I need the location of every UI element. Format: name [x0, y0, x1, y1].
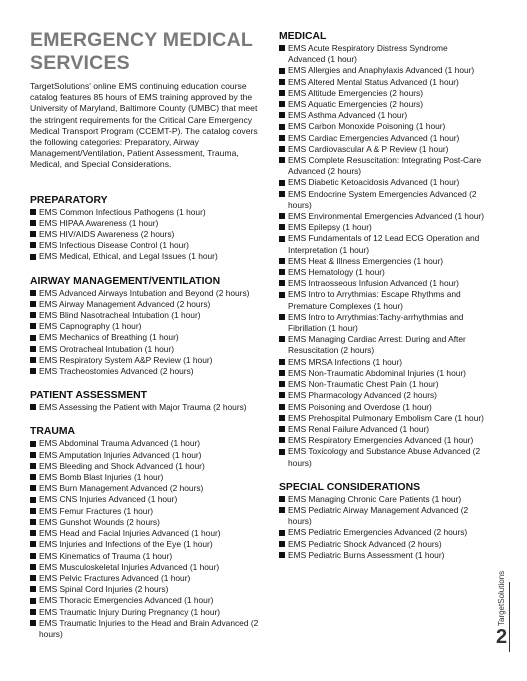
course-item-text: EMS Injuries and Infections of the Eye (1 hour) — [39, 539, 213, 550]
right-column — [279, 0, 485, 561]
bullet-square-icon — [30, 357, 36, 363]
course-item — [30, 240, 262, 251]
intro-paragraph: TargetSolutions' online EMS continuing education course catalog features 85 hours of EMS training approved by the University of Maryland, Baltimore County (UMBC) that meet the stringent requirements for the Critical Care Emergency Medical Transport Program (CCEMT-P). The catalog covers the following categories: Preparatory, Airway Management/Ventilation, Patient Assessment, Trauma, Medical, and Special Considerations. — [30, 81, 258, 170]
course-item-text: EMS Traumatic Injuries to the Head and Brain Advanced (2 hours) — [39, 617, 259, 639]
course-item — [30, 218, 262, 229]
bullet-square-icon — [30, 541, 36, 547]
bullet-square-icon — [279, 552, 285, 558]
course-item-text: EMS Acute Respiratory Distress Syndrome Advanced (1 hour) — [288, 43, 448, 65]
bullet-square-icon — [30, 231, 36, 237]
bullet-square-icon — [279, 381, 285, 387]
section-heading: AIRWAY MANAGEMENT/VENTILATION — [30, 275, 221, 287]
bullet-square-icon — [279, 359, 285, 365]
course-list — [30, 288, 262, 378]
course-item-text: EMS Toxicology and Substance Abuse Advanced (2 hours) — [288, 446, 481, 468]
course-item-text: EMS Managing Cardiac Arrest: During and After Resuscitation (2 hours) — [288, 334, 466, 356]
course-item — [30, 551, 262, 562]
bullet-square-icon — [279, 541, 285, 547]
bullet-square-icon — [30, 312, 36, 318]
course-item — [30, 584, 262, 595]
course-item-text: EMS Burn Management Advanced (2 hours) — [39, 483, 204, 494]
course-item-text: EMS Endocrine System Emergencies Advanced (2 hours) — [288, 188, 477, 210]
course-item-text: EMS Hematology (1 hour) — [288, 267, 385, 278]
course-item — [30, 461, 262, 472]
course-item-text: EMS Complete Resuscitation: Integrating Post-Care Advanced (2 hours) — [288, 155, 482, 177]
bullet-square-icon — [279, 449, 285, 455]
bullet-square-icon — [30, 242, 36, 248]
section-heading: SPECIAL CONSIDERATIONS — [279, 481, 421, 493]
course-item-text: EMS Aquatic Emergencies (2 hours) — [288, 99, 423, 110]
course-item — [30, 332, 262, 343]
course-item-text: EMS Cardiovascular A & P Review (1 hour) — [288, 143, 449, 154]
course-item-text: EMS Respiratory Emergencies Advanced (1 hour) — [288, 435, 474, 446]
course-item — [30, 299, 262, 310]
bullet-square-icon — [279, 269, 285, 275]
section — [30, 194, 262, 263]
course-item — [279, 177, 485, 188]
course-item — [279, 133, 485, 144]
course-item — [279, 550, 485, 561]
course-item-text: EMS Tracheostomies Advanced (2 hours) — [39, 366, 194, 377]
course-item-text: EMS Heat & Illness Emergencies (1 hour) — [288, 255, 443, 266]
course-item-text: EMS Intro to Arrythmias:Tachy-arrhythmias and Fibrillation (1 hour) — [288, 311, 464, 334]
bullet-square-icon — [30, 598, 36, 604]
bullet-square-icon — [30, 368, 36, 374]
course-item-text: EMS Carbon Monoxide Poisoning (1 hour) — [288, 121, 446, 132]
course-item — [279, 494, 485, 505]
course-item — [279, 189, 485, 211]
course-item-text: EMS Thoracic Emergencies Advanced (1 hour) — [39, 595, 214, 606]
bullet-square-icon — [30, 220, 36, 226]
course-list — [279, 494, 485, 561]
course-item — [279, 446, 485, 468]
course-item — [30, 344, 262, 355]
course-item — [279, 211, 485, 222]
bullet-square-icon — [279, 180, 285, 186]
course-item — [279, 505, 485, 527]
bullet-square-icon — [279, 157, 285, 163]
bullet-square-icon — [279, 292, 285, 298]
course-item-text: EMS Prehospital Pulmonary Embolism Care (1 hour) — [288, 412, 484, 423]
bullet-square-icon — [30, 609, 36, 615]
course-item — [30, 207, 262, 218]
course-item — [279, 539, 485, 550]
course-item — [279, 222, 485, 233]
course-item-text: EMS Gunshot Wounds (2 hours) — [39, 516, 160, 527]
course-item — [30, 251, 262, 262]
course-item — [30, 573, 262, 584]
course-item — [279, 121, 485, 132]
course-item-text: EMS HIV/AIDS Awareness (2 hours) — [39, 229, 175, 240]
course-item-text: EMS Non-Traumatic Abdominal Injuries (1 hour) — [288, 367, 466, 378]
bullet-square-icon — [30, 508, 36, 514]
course-item — [30, 562, 262, 573]
course-item — [30, 528, 262, 539]
section — [30, 425, 262, 640]
course-item-text: EMS Musculoskeletal Injuries Advanced (1 hour) — [39, 561, 220, 572]
bullet-square-icon — [279, 507, 285, 513]
bullet-square-icon — [279, 79, 285, 85]
course-item-text: EMS HIPAA Awareness (1 hour) — [39, 217, 159, 228]
page-title-line2: SERVICES — [30, 52, 130, 74]
course-item — [30, 483, 262, 494]
course-item-text: EMS Allergies and Anaphylaxis Advanced (1 hour) — [288, 65, 475, 76]
course-item — [279, 155, 485, 177]
course-item-text: EMS Advanced Airways Intubation and Beyond (2 hours) — [39, 287, 250, 298]
course-item-text: EMS Intraosseous Infusion Advanced (1 hour) — [288, 278, 459, 289]
bullet-square-icon — [279, 135, 285, 141]
course-item — [279, 144, 485, 155]
bullet-square-icon — [279, 370, 285, 376]
course-item-text: EMS Non-Traumatic Chest Pain (1 hour) — [288, 379, 439, 390]
course-item-text: EMS Pharmacology Advanced (2 hours) — [288, 390, 437, 401]
bullet-square-icon — [30, 474, 36, 480]
course-item — [279, 527, 485, 538]
left-sections — [30, 194, 262, 641]
bullet-square-icon — [279, 236, 285, 242]
course-item-text: EMS Amputation Injuries Advanced (1 hour) — [39, 449, 202, 460]
course-item — [30, 595, 262, 606]
course-item — [30, 402, 262, 413]
course-item-text: EMS Managing Chronic Care Patients (1 hour) — [288, 493, 462, 504]
course-item — [30, 321, 262, 332]
course-item-text: EMS Cardiac Emergencies Advanced (1 hour) — [288, 132, 460, 143]
bullet-square-icon — [30, 209, 36, 215]
section-heading: MEDICAL — [279, 31, 327, 42]
bullet-square-icon — [30, 575, 36, 581]
course-item — [279, 379, 485, 390]
bullet-square-icon — [279, 45, 285, 51]
course-item — [279, 413, 485, 424]
bullet-square-icon — [279, 146, 285, 152]
page-title — [30, 29, 262, 75]
course-item — [30, 517, 262, 528]
course-item — [30, 607, 262, 618]
bullet-square-icon — [30, 335, 36, 341]
course-item — [279, 267, 485, 278]
bullet-square-icon — [30, 485, 36, 491]
section — [30, 275, 262, 378]
bullet-square-icon — [279, 224, 285, 230]
course-item — [279, 88, 485, 99]
bullet-square-icon — [30, 452, 36, 458]
section — [30, 389, 262, 413]
course-item-text: EMS Blind Nasotracheal Intubation (1 hour) — [39, 310, 201, 321]
bullet-square-icon — [279, 392, 285, 398]
left-column — [30, 0, 262, 640]
course-item-text: EMS Infectious Disease Control (1 hour) — [39, 240, 189, 251]
course-item — [279, 357, 485, 368]
bullet-square-icon — [279, 437, 285, 443]
bullet-square-icon — [279, 415, 285, 421]
bullet-square-icon — [30, 553, 36, 559]
bullet-square-icon — [279, 258, 285, 264]
course-item-text: EMS Diabetic Ketoacidosis Advanced (1 hour) — [288, 177, 460, 188]
course-item — [30, 288, 262, 299]
course-item — [279, 402, 485, 413]
bullet-square-icon — [30, 290, 36, 296]
bullet-square-icon — [279, 336, 285, 342]
bullet-square-icon — [279, 101, 285, 107]
course-item — [30, 366, 262, 377]
course-item-text: EMS Kinematics of Trauma (1 hour) — [39, 550, 173, 561]
bullet-square-icon — [279, 68, 285, 74]
course-list — [30, 438, 262, 640]
course-item — [279, 312, 485, 334]
course-item — [279, 390, 485, 401]
course-list — [279, 43, 485, 469]
bullet-square-icon — [30, 301, 36, 307]
bullet-square-icon — [30, 323, 36, 329]
course-item — [30, 472, 262, 483]
course-item — [30, 310, 262, 321]
bullet-square-icon — [30, 530, 36, 536]
section — [279, 30, 485, 469]
bullet-square-icon — [30, 564, 36, 570]
bullet-square-icon — [30, 497, 36, 503]
bullet-square-icon — [30, 441, 36, 447]
bullet-square-icon — [279, 213, 285, 219]
brand-label: TargetSolutions — [497, 570, 506, 626]
course-item-text: EMS Pediatric Burns Assessment (1 hour) — [288, 549, 445, 560]
course-item-text: EMS Environmental Emergencies Advanced (1 hour) — [288, 211, 484, 222]
course-item-text: EMS Intro to Arrythmias: Escape Rhythms and Premature Complexes (1 hour) — [288, 289, 461, 311]
course-item — [30, 494, 262, 505]
bullet-square-icon — [279, 191, 285, 197]
course-item-text: EMS Epilepsy (1 hour) — [288, 222, 372, 233]
bullet-square-icon — [279, 314, 285, 320]
course-item-text: EMS Femur Fractures (1 hour) — [39, 505, 154, 516]
course-item — [30, 355, 262, 366]
course-item — [30, 229, 262, 240]
course-item-text: EMS Asthma Advanced (1 hour) — [288, 110, 408, 121]
course-item-text: EMS Common Infectious Pathogens (1 hour) — [39, 206, 206, 217]
course-item-text: EMS Poisoning and Overdose (1 hour) — [288, 401, 432, 412]
bullet-square-icon — [30, 620, 36, 626]
course-item — [279, 334, 485, 356]
course-item — [279, 368, 485, 379]
bullet-square-icon — [279, 426, 285, 432]
course-item — [279, 233, 485, 255]
course-item-text: EMS Pediatric Airway Management Advanced (2 hours) — [288, 504, 469, 527]
course-item-text: EMS Head and Facial Injuries Advanced (1 hour) — [39, 528, 221, 539]
course-item — [279, 99, 485, 110]
course-item — [30, 506, 262, 517]
course-item-text: EMS Renal Failure Advanced (1 hour) — [288, 423, 430, 434]
bullet-square-icon — [279, 404, 285, 410]
course-item-text: EMS Respiratory System A&P Review (1 hour) — [39, 354, 213, 365]
course-item-text: EMS Pelvic Fractures Advanced (1 hour) — [39, 572, 191, 583]
page-number: 2 — [496, 626, 508, 648]
course-item-text: EMS Spinal Cord Injuries (2 hours) — [39, 584, 169, 595]
course-item — [279, 110, 485, 121]
bullet-square-icon — [279, 112, 285, 118]
course-item-text: EMS Pediatric Shock Advanced (2 hours) — [288, 538, 442, 549]
course-item-text: EMS Capnography (1 hour) — [39, 321, 142, 332]
section-heading: PATIENT ASSESSMENT — [30, 390, 147, 402]
page-title-line1: EMERGENCY MEDICAL — [30, 29, 253, 51]
course-item — [30, 438, 262, 449]
course-item — [279, 77, 485, 88]
bullet-square-icon — [279, 496, 285, 502]
course-item — [30, 618, 262, 640]
bullet-square-icon — [30, 586, 36, 592]
bullet-square-icon — [279, 90, 285, 96]
bullet-square-icon — [30, 254, 36, 260]
course-item-text: EMS Medical, Ethical, and Legal Issues (1 hour) — [39, 251, 218, 262]
bullet-square-icon — [279, 530, 285, 536]
course-item — [279, 435, 485, 446]
course-list — [30, 402, 262, 413]
course-item — [279, 289, 485, 311]
sidebar-divider — [509, 582, 510, 652]
course-item — [279, 278, 485, 289]
bullet-square-icon — [30, 346, 36, 352]
course-item-text: EMS Altered Mental Status Advanced (1 hour) — [288, 76, 459, 87]
course-list — [30, 207, 262, 263]
course-item — [30, 450, 262, 461]
course-item — [279, 424, 485, 435]
course-item-text: EMS Fundamentals of 12 Lead ECG Operation and Interpretation (1 hour) — [288, 233, 480, 255]
course-item — [30, 539, 262, 550]
course-item-text: EMS Traumatic Injury During Pregnancy (1 hour) — [39, 606, 221, 617]
course-item-text: EMS CNS Injuries Advanced (1 hour) — [39, 494, 178, 505]
course-item-text: EMS Bomb Blast Injuries (1 hour) — [39, 472, 164, 483]
course-item-text: EMS Assessing the Patient with Major Trauma (2 hours) — [39, 402, 247, 413]
bullet-square-icon — [30, 404, 36, 410]
bullet-square-icon — [279, 280, 285, 286]
course-item — [279, 65, 485, 76]
right-sections — [279, 30, 485, 561]
bullet-square-icon — [30, 463, 36, 469]
section-heading: PREPARATORY — [30, 194, 108, 206]
course-item-text: EMS Airway Management Advanced (2 hours) — [39, 298, 211, 309]
course-item-text: EMS MRSA Infections (1 hour) — [288, 356, 403, 367]
course-item-text: EMS Bleeding and Shock Advanced (1 hour) — [39, 460, 205, 471]
section — [279, 481, 485, 561]
course-item-text: EMS Mechanics of Breathing (1 hour) — [39, 332, 179, 343]
course-item — [279, 43, 485, 65]
bullet-square-icon — [279, 124, 285, 130]
section-heading: TRAUMA — [30, 426, 76, 438]
course-item — [279, 256, 485, 267]
bullet-square-icon — [30, 519, 36, 525]
course-item-text: EMS Abdominal Trauma Advanced (1 hour) — [39, 438, 201, 449]
course-item-text: EMS Orotracheal Intubation (1 hour) — [39, 343, 174, 354]
course-item-text: EMS Altitude Emergencies (2 hours) — [288, 87, 423, 98]
course-item-text: EMS Pediatric Emergencies Advanced (2 hours) — [288, 527, 468, 538]
